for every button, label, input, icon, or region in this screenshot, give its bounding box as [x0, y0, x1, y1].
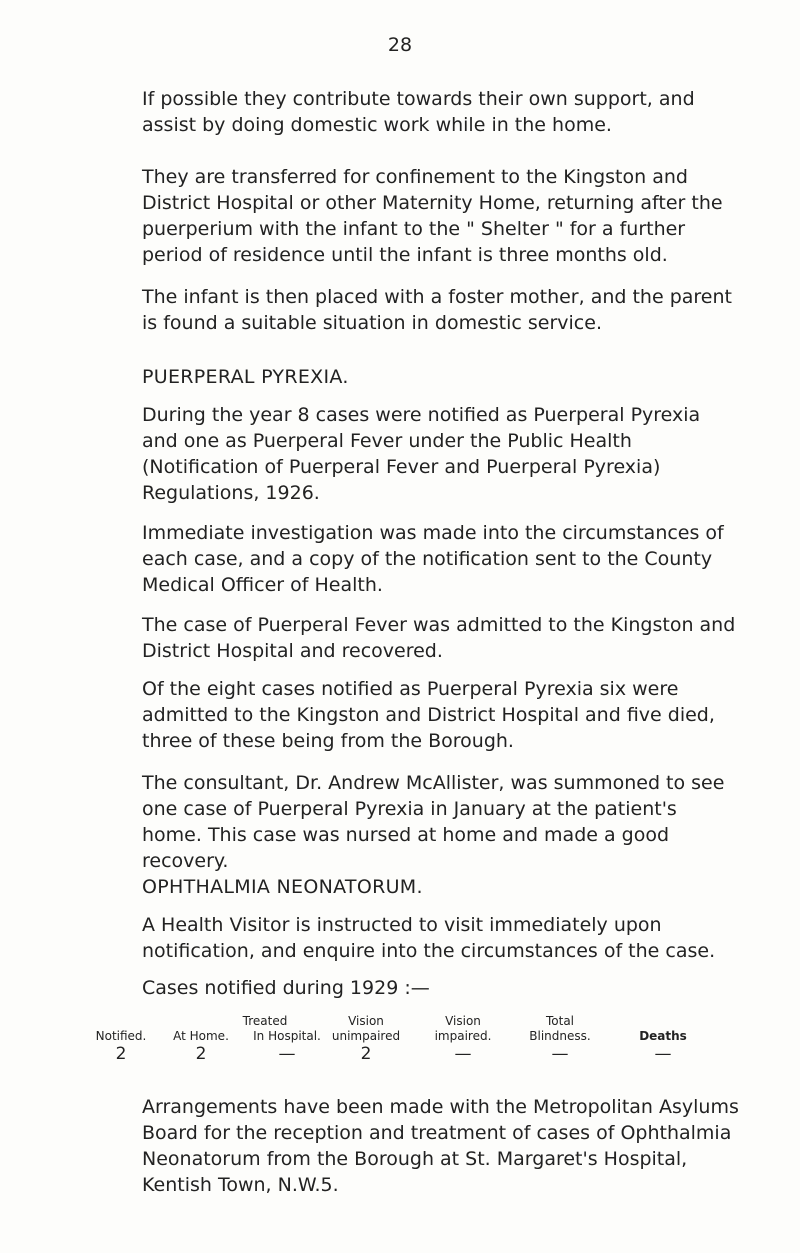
paragraph-health-visitor: A Health Visitor is instructed to visit immediately upon notification, and enquire into the circumstances of the case. [142, 914, 716, 962]
cases-notified-intro: Cases notified during 1929 :— [142, 977, 430, 999]
paragraph-arrangements: Arrangements have been made with the Metropolitan Asylums Board for the reception and treatment of cases of Ophthalmia Neonatorum from the Borough at St. Margaret's Hospital, Kentish Town, N.W.5. [142, 1096, 739, 1196]
paragraph-foster-mother: The infant is then placed with a foster mother, and the parent is found a suitable situation in domestic service. [142, 286, 732, 334]
value-at-home: 2 [195, 1044, 207, 1064]
paragraph-eight-cases: Of the eight cases notified as Puerperal Pyrexia six were admitted to the Kingston and District Hospital and five died, three of these being from the Borough. [142, 678, 715, 752]
value-in-hospital: — [278, 1044, 296, 1064]
paragraph-investigation: Immediate investigation was made into the circumstances of each case, and a copy of the notification sent to the County Medical Officer of Health. [142, 522, 724, 596]
col-header-deaths: Deaths [639, 1029, 687, 1043]
col-header-total-blindness: Total Blindness. [529, 1014, 591, 1043]
value-deaths: — [654, 1044, 672, 1064]
treated-group-header: Treated [242, 1014, 288, 1028]
heading-puerperal-pyrexia: PUERPERAL PYREXIA. [142, 366, 349, 388]
value-total-blindness: — [551, 1044, 569, 1064]
col-header-vision-unimpaired: Vision unimpaired [331, 1014, 401, 1043]
paragraph-cases-notified: During the year 8 cases were notified as Puerperal Pyrexia and one as Puerperal Fever under the Public Health (Notification of Puerperal Fever and Puerperal Pyrexia) Regulations, 1926. [142, 404, 701, 504]
col-header-notified: Notified. [95, 1029, 147, 1043]
paragraph-puerperal-fever: The case of Puerperal Fever was admitted to the Kingston and District Hospital and recovered. [142, 614, 736, 662]
value-vision-impaired: — [454, 1044, 472, 1064]
col-header-vision-impaired: Vision impaired. [434, 1014, 492, 1043]
paragraph-support: If possible they contribute towards their own support, and assist by doing domestic work while in the home. [142, 88, 695, 136]
value-notified: 2 [115, 1044, 127, 1064]
paragraph-confinement: They are transferred for confinement to the Kingston and District Hospital or other Maternity Home, returning after the puerperium with the infant to the " Shelter " for a further period of residence until the infant is three months old. [142, 166, 723, 266]
value-vision-unimpaired: 2 [360, 1044, 372, 1064]
col-header-in-hospital: In Hospital. [253, 1029, 321, 1043]
heading-ophthalmia-neonatorum: OPHTHALMIA NEONATORUM. [142, 876, 423, 898]
col-header-at-home: At Home. [173, 1029, 229, 1043]
page-number: 28 [387, 34, 413, 56]
paragraph-consultant: The consultant, Dr. Andrew McAllister, was summoned to see one case of Puerperal Pyrexia in January at the patient's home. This case was nursed at home and made a good recovery. [142, 772, 725, 872]
